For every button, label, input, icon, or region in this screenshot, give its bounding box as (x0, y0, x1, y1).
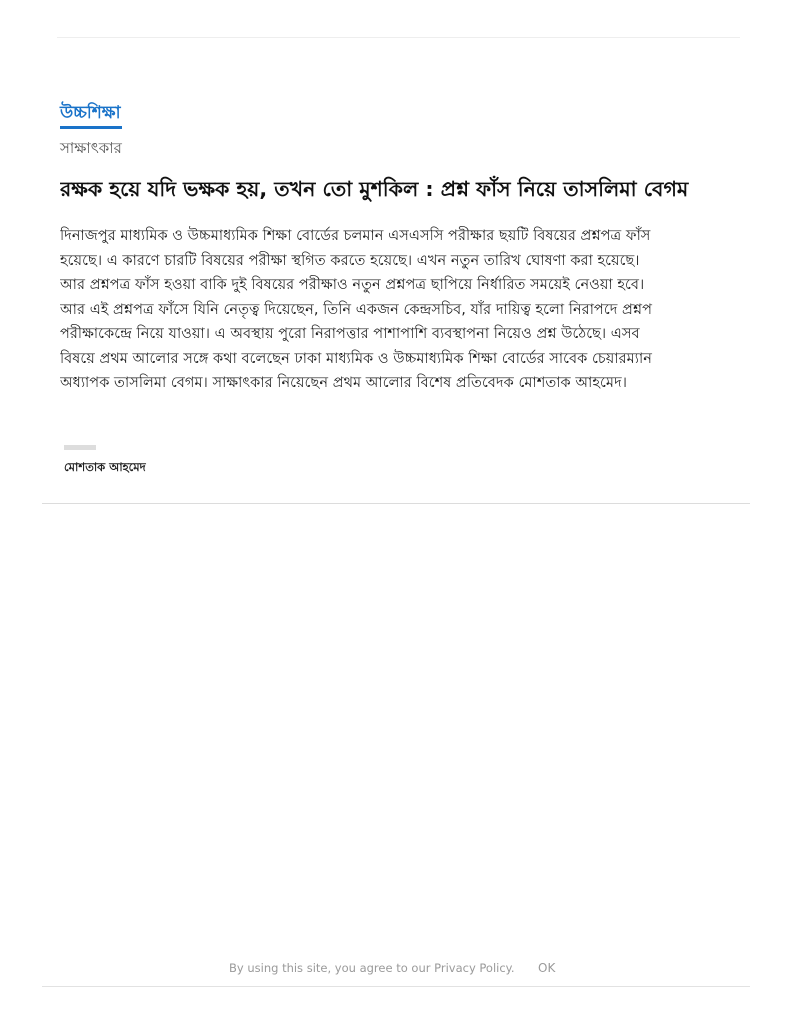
consent-ok-button[interactable]: OK (538, 958, 555, 978)
bottom-divider (42, 986, 750, 987)
top-divider (57, 37, 740, 38)
category-link[interactable]: উচ্চশিক্ষা (60, 103, 121, 123)
lead-line: দিনাজপুর মাধ্যমিক ও উচ্চমাধ্যমিক শিক্ষা বোর্ডের চলমান এসএসসি পরীক্ষার ছয়টি বিষয়ের প্রশ্নপত্র ফাঁস (60, 227, 651, 244)
lead-line: আর প্রশ্নপত্র ফাঁস হওয়া বাকি দুই বিষয়ের পরীক্ষাও নতুন প্রশ্নপত্র ছাপিয়ে নির্ধারিত সময়েই নেওয়া হবে। (60, 276, 645, 293)
section-tag: সাক্ষাৎকার (60, 139, 122, 157)
article-lead (60, 224, 755, 396)
lead-line: হয়েছে। এ কারণে চারটি বিষয়ের পরীক্ষা স্থগিত করতে হয়েছে। এখন নতুন তারিখ ঘোষণা করা হয়েছে। (60, 251, 640, 269)
byline-accent-bar (64, 445, 96, 450)
lead-line: পরীক্ষাকেন্দ্রে নিয়ে যাওয়া। এ অবস্থায় পুরো নিরাপত্তার পাশাপাশি ব্যবস্থাপনা নিয়েও প্রশ্ন উঠেছে। এসব (60, 325, 640, 342)
article-divider (42, 503, 750, 504)
lead-line: আর এই প্রশ্নপত্র ফাঁসে যিনি নেতৃত্ব দিয়েছেন, তিনি একজন কেন্দ্রসচিব, যাঁর দায়িত্ব হলো নিরাপদে প্রশ্নপ (60, 300, 652, 318)
lead-line: বিষয়ে প্রথম আলোর সঙ্গে কথা বলেছেন ঢাকা মাধ্যমিক ও উচ্চমাধ্যমিক শিক্ষা বোর্ডের সাবেক চেয়ারম্যান (60, 349, 652, 367)
author-name[interactable]: মোশতাক আহমেদ (64, 460, 146, 474)
lead-line: অধ্যাপক তাসলিমা বেগম। সাক্ষাৎকার নিয়েছেন প্রথম আলোর বিশেষ প্রতিবেদক মোশতাক আহমেদ। (60, 374, 627, 391)
consent-text: By using this site, you agree to our Privacy Policy. (229, 961, 515, 975)
category-underline (60, 126, 122, 129)
article-headline: রক্ষক হয়ে যদি ভক্ষক হয়, তখন তো মুশকিল : প্রশ্ন ফাঁস নিয়ে তাসলিমা বেগম (60, 177, 689, 201)
